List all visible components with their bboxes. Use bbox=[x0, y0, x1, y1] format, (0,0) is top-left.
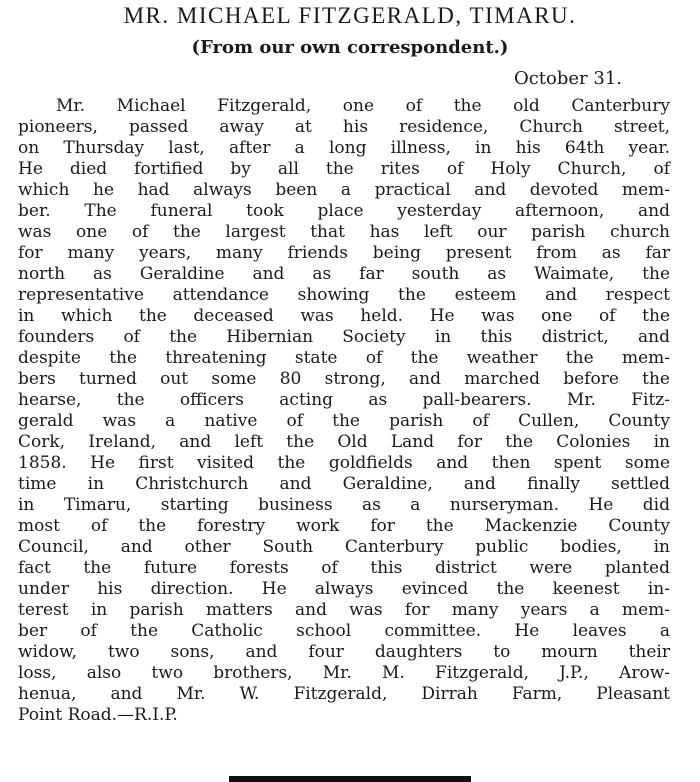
body-line: Point Road.—R.I.P. bbox=[18, 705, 178, 725]
article-byline: (From our own correspondent.) bbox=[191, 37, 509, 58]
body-line: fact the future forests of this district were planted bbox=[18, 558, 670, 578]
body-line: Cork, Ireland, and left the Old Land for the Colonies in bbox=[18, 432, 670, 452]
body-line: widow, two sons, and four daughters to mourn their bbox=[18, 642, 670, 662]
body-line: in which the deceased was held. He was one of the bbox=[18, 306, 670, 326]
body-line: founders of the Hibernian Society in this district, and bbox=[18, 327, 670, 347]
body-line: ber. The funeral took place yesterday afternoon, and bbox=[18, 201, 670, 221]
body-line: He died fortified by all the rites of Holy Church, of bbox=[18, 159, 670, 179]
article-body bbox=[18, 96, 670, 726]
body-line: for many years, many friends being present from as far bbox=[18, 243, 670, 263]
body-line: most of the forestry work for the Mackenzie County bbox=[18, 516, 670, 536]
body-line: hearse, the officers acting as pall-bearers. Mr. Fitz- bbox=[18, 390, 670, 410]
article-headline: MR. MICHAEL FITZGERALD, TIMARU. bbox=[123, 3, 577, 28]
body-line: 1858. He first visited the goldfields and then spent some bbox=[18, 453, 670, 473]
body-line: bers turned out some 80 strong, and marched before the bbox=[18, 369, 670, 389]
body-line: despite the threatening state of the weather the mem- bbox=[18, 348, 670, 368]
body-line: on Thursday last, after a long illness, in his 64th year. bbox=[18, 138, 670, 158]
body-line: in Timaru, starting business as a nurseryman. He did bbox=[18, 495, 670, 515]
body-line: time in Christchurch and Geraldine, and finally settled bbox=[18, 474, 670, 494]
body-line: ber of the Catholic school committee. He leaves a bbox=[18, 621, 670, 641]
body-line: pioneers, passed away at his residence, Church street, bbox=[18, 117, 670, 137]
body-line: which he had always been a practical and devoted mem- bbox=[18, 180, 670, 200]
body-line: Council, and other South Canterbury public bodies, in bbox=[18, 537, 670, 557]
body-line: loss, also two brothers, Mr. M. Fitzgerald, J.P., Arow- bbox=[18, 663, 670, 683]
body-line: gerald was a native of the parish of Cullen, County bbox=[18, 411, 670, 431]
body-line: north as Geraldine and as far south as Waimate, the bbox=[18, 264, 670, 284]
body-line: was one of the largest that has left our parish church bbox=[18, 222, 670, 242]
body-line: Mr. Michael Fitzgerald, one of the old Canterbury bbox=[56, 96, 670, 116]
body-line: representative attendance showing the esteem and respect bbox=[18, 285, 670, 305]
body-line: terest in parish matters and was for many years a mem- bbox=[18, 600, 670, 620]
body-line: under his direction. He always evinced the keenest in- bbox=[18, 579, 670, 599]
section-divider-rule bbox=[229, 776, 471, 782]
article-date: October 31. bbox=[513, 68, 622, 89]
body-line: henua, and Mr. W. Fitzgerald, Dirrah Farm, Pleasant bbox=[18, 684, 670, 704]
